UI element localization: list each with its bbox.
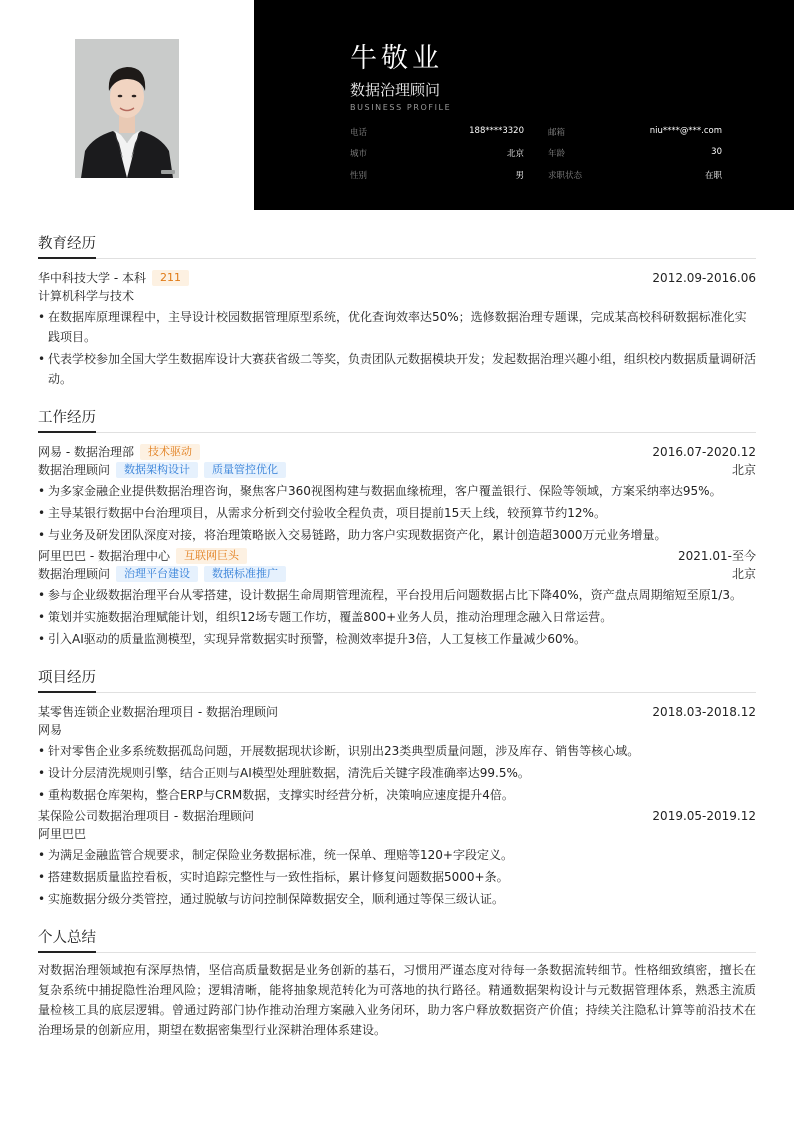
work-bullets (38, 585, 756, 649)
candidate-name: 牛敬业 (350, 43, 443, 74)
project-name: 某保险公司数据治理项目 - 数据治理顾问 (38, 809, 254, 823)
work-date: 2016.07-2020.12 (652, 445, 756, 459)
education-header (38, 269, 756, 287)
role-tag: 治理平台建设 (116, 566, 198, 582)
list-item: • 主导某银行数据中台治理项目，从需求分析到交付验收全程负责，项目提前15天上线，较预算节约12%。 (38, 503, 756, 523)
role-tag: 质量管控优化 (204, 462, 286, 478)
work-header (38, 443, 756, 461)
work-city: 北京 (731, 463, 756, 477)
phone-label: 电话 (350, 128, 368, 138)
job-title: 数据治理顾问 (350, 81, 441, 99)
age-value: 30 (711, 147, 722, 157)
project-date: 2019.05-2019.12 (652, 809, 756, 823)
info-row (350, 147, 722, 161)
job-status-value: 在职 (704, 171, 722, 181)
list-item: • 实施数据分级分类管控，通过脱敏与访问控制保障数据安全，顺利通过等保三级认证。 (38, 889, 756, 909)
profile-subtitle: BUSINESS PROFILE (350, 103, 452, 112)
role-tag: 数据标准推广 (204, 566, 286, 582)
major-row (38, 287, 756, 305)
role: 数据治理顾问 (38, 463, 111, 477)
section-title: 工作经历 (38, 406, 96, 433)
section-divider (38, 258, 756, 259)
education-bullets (38, 307, 756, 389)
resume-body (38, 232, 756, 1040)
role-tag: 数据架构设计 (116, 462, 198, 478)
summary-text: 对数据治理领域抱有深厚热情，坚信高质量数据是业务创新的基石，习惯用严谨态度对待每一条数据流转细节。性格细致缜密，擅长在复杂系统中捕捉隐性治理风险；逻辑清晰，能将抽象规范转化为可落地的执行路径。精通数据架构设计与元数据管理体系，熟悉主流质量检核工具的底层逻辑。曾通过跨部门协作推动治理方案融入业务闭环，助力客户释放数据资产价值；持续关注隐私计算等前沿技术在治理场景的创新应用，期望在数据密集型行业深耕治理体系建设。 (38, 963, 756, 1037)
list-item: • 代表学校参加全国大学生数据库设计大赛获省级二等奖，负责团队元数据模块开发；发起数据治理兴趣小组，组织校内数据质量调研活动。 (38, 349, 756, 389)
project-org-row (38, 825, 756, 843)
list-item: • 搭建数据质量监控看板，实时追踪完整性与一致性指标，累计修复问题数据5000+条。 (38, 867, 756, 887)
section-title: 项目经历 (38, 666, 96, 693)
list-item: • 与业务及研发团队深度对接，将治理策略嵌入交易链路，助力客户实现数据资产化，累计创造超3000万元业务增量。 (38, 525, 756, 545)
project-bullets (38, 845, 756, 909)
company-tag: 互联网巨头 (176, 548, 247, 564)
city-value: 北京 (506, 149, 524, 159)
company-name: 阿里巴巴 - 数据治理中心 (38, 549, 170, 563)
photo-area (0, 0, 254, 210)
info-row (350, 126, 722, 140)
company-tag: 技术驱动 (140, 444, 200, 460)
project-org-row (38, 721, 756, 739)
role-row (38, 461, 756, 479)
work-date: 2021.01-至今 (678, 549, 756, 563)
role: 数据治理顾问 (38, 567, 111, 581)
project-header (38, 703, 756, 721)
role-row (38, 565, 756, 583)
work-bullets (38, 481, 756, 545)
project-org: 网易 (38, 723, 63, 737)
work-city: 北京 (731, 567, 756, 581)
work-section (38, 406, 756, 649)
section-divider (38, 692, 756, 693)
gender-label: 性别 (350, 171, 368, 181)
list-item: • 设计分层清洗规则引擎，结合正则与AI模型处理脏数据，清洗后关键字段准确率达99.5%。 (38, 763, 756, 783)
job-status-label: 求职状态 (548, 171, 583, 181)
section-title: 个人总结 (38, 926, 96, 953)
summary-section (38, 926, 756, 1040)
school-name: 华中科技大学 - 本科 (38, 271, 146, 285)
school-tag: 211 (152, 270, 189, 286)
company-name: 网易 - 数据治理部 (38, 445, 134, 459)
project-section (38, 666, 756, 909)
email-value: niu****@***.com (649, 126, 722, 136)
section-divider (38, 432, 756, 433)
age-label: 年龄 (548, 149, 566, 159)
work-header (38, 547, 756, 565)
phone-value: 188****3320 (469, 126, 524, 136)
list-item: • 为满足金融监管合规要求，制定保险业务数据标准，统一保单、理赔等120+字段定义。 (38, 845, 756, 865)
resume-header (0, 0, 794, 210)
project-bullets (38, 741, 756, 805)
list-item: • 在数据库原理课程中，主导设计校园数据管理原型系统，优化查询效率达50%；选修数据治理专题课，完成某高校科研数据标准化实践项目。 (38, 307, 756, 347)
section-title: 教育经历 (38, 232, 96, 259)
list-item: • 引入AI驱动的质量监测模型，实现异常数据实时预警，检测效率提升3倍，人工复核工作量减少60%。 (38, 629, 756, 649)
education-date: 2012.09-2016.06 (652, 271, 756, 285)
email-label: 邮箱 (548, 128, 566, 138)
major: 计算机科学与技术 (38, 289, 135, 303)
section-divider (38, 952, 756, 953)
list-item: • 针对零售企业多系统数据孤岛问题，开展数据现状诊断，识别出23类典型质量问题，涉及库存、销售等核心域。 (38, 741, 756, 761)
list-item: • 为多家金融企业提供数据治理咨询，聚焦客户360视图构建与数据血缘梳理，客户覆盖银行、保险等领域，方案采纳率达95%。 (38, 481, 756, 501)
info-row (350, 169, 722, 183)
project-name: 某零售连锁企业数据治理项目 - 数据治理顾问 (38, 705, 278, 719)
list-item: • 参与企业级数据治理平台从零搭建，设计数据生命周期管理流程，平台投用后问题数据占比下降40%，资产盘点周期缩短至原1/3。 (38, 585, 756, 605)
profile-photo (75, 39, 179, 178)
list-item: • 策划并实施数据治理赋能计划，组织12场专题工作坊，覆盖800+业务人员，推动治理理念融入日常运营。 (38, 607, 756, 627)
header-panel (254, 0, 794, 210)
project-org: 阿里巴巴 (38, 827, 87, 841)
city-label: 城市 (350, 149, 368, 159)
list-item: • 重构数据仓库架构，整合ERP与CRM数据，支撑实时经营分析，决策响应速度提升4倍。 (38, 785, 756, 805)
education-section (38, 232, 756, 389)
project-date: 2018.03-2018.12 (652, 705, 756, 719)
project-header (38, 807, 756, 825)
gender-value: 男 (515, 171, 524, 181)
